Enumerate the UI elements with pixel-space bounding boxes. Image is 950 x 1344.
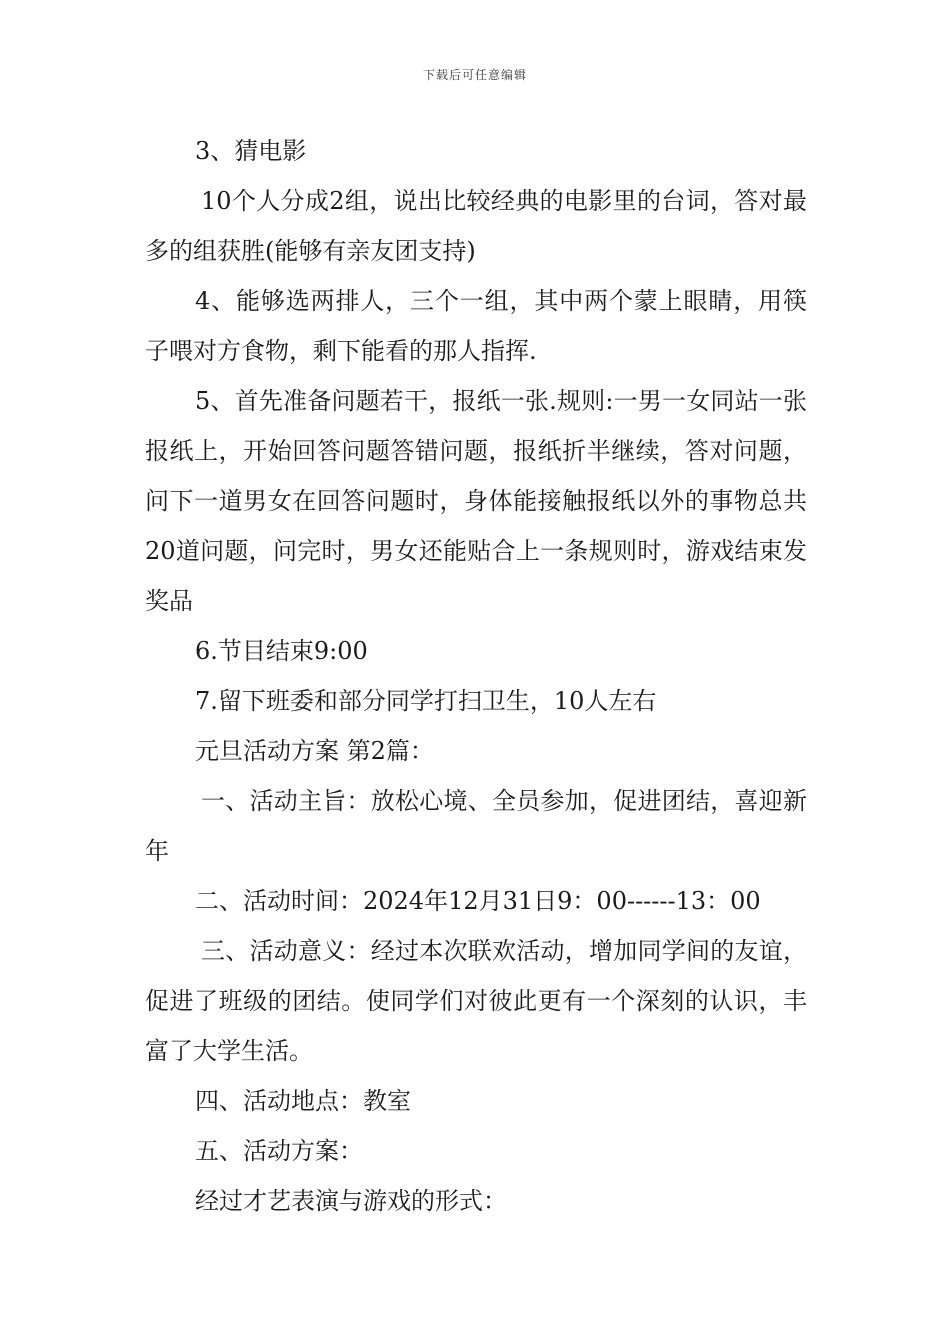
paragraph-movie-rules: 10个人分成2组，说出比较经典的电影里的台词，答对最多的组获胜(能够有亲友团支持) (145, 187, 807, 265)
paragraph-activity-location: 四、活动地点：教室 (195, 1087, 411, 1115)
paragraph-activity-purpose: 一、活动主旨：放松心境、全员参加，促进团结，喜迎新年 (145, 787, 807, 865)
paragraph-activity-time: 二、活动时间：2024年12月31日9：00------13：00 (195, 887, 761, 915)
paragraph-newspaper-game: 5、首先准备问题若干，报纸一张.规则:一男一女同站一张报纸上，开始回答问题答错问题，报纸折半继续，答对问题，问下一道男女在回答问题时，身体能接触报纸以外的事物总共20道问题，问完时，男女还能贴合上一条规则时，游戏结束发奖品 (145, 387, 807, 615)
paragraph-cleanup: 7.留下班委和部分同学打扫卫生，10人左右 (195, 687, 657, 715)
paragraph-activity-meaning: 三、活动意义：经过本次联欢活动，增加同学间的友谊，促进了班级的团结。使同学们对彼此更有一个深刻的认识，丰富了大学生活。 (145, 937, 807, 1065)
section-title-plan-2: 元旦活动方案 第2篇： (195, 737, 434, 765)
paragraph-chopsticks-game: 4、能够选两排人，三个一组，其中两个蒙上眼睛，用筷子喂对方食物，剩下能看的那人指挥. (145, 287, 807, 365)
paragraph-activity-plan: 五、活动方案： (195, 1137, 363, 1165)
paragraph-program-end: 6.节目结束9:00 (195, 637, 368, 665)
page-header: 下载后可任意编辑 (422, 68, 527, 82)
paragraph-plan-format: 经过才艺表演与游戏的形式： (195, 1187, 507, 1215)
document-body (145, 126, 807, 1226)
paragraph-guess-movie: 3、猜电影 (195, 137, 307, 165)
